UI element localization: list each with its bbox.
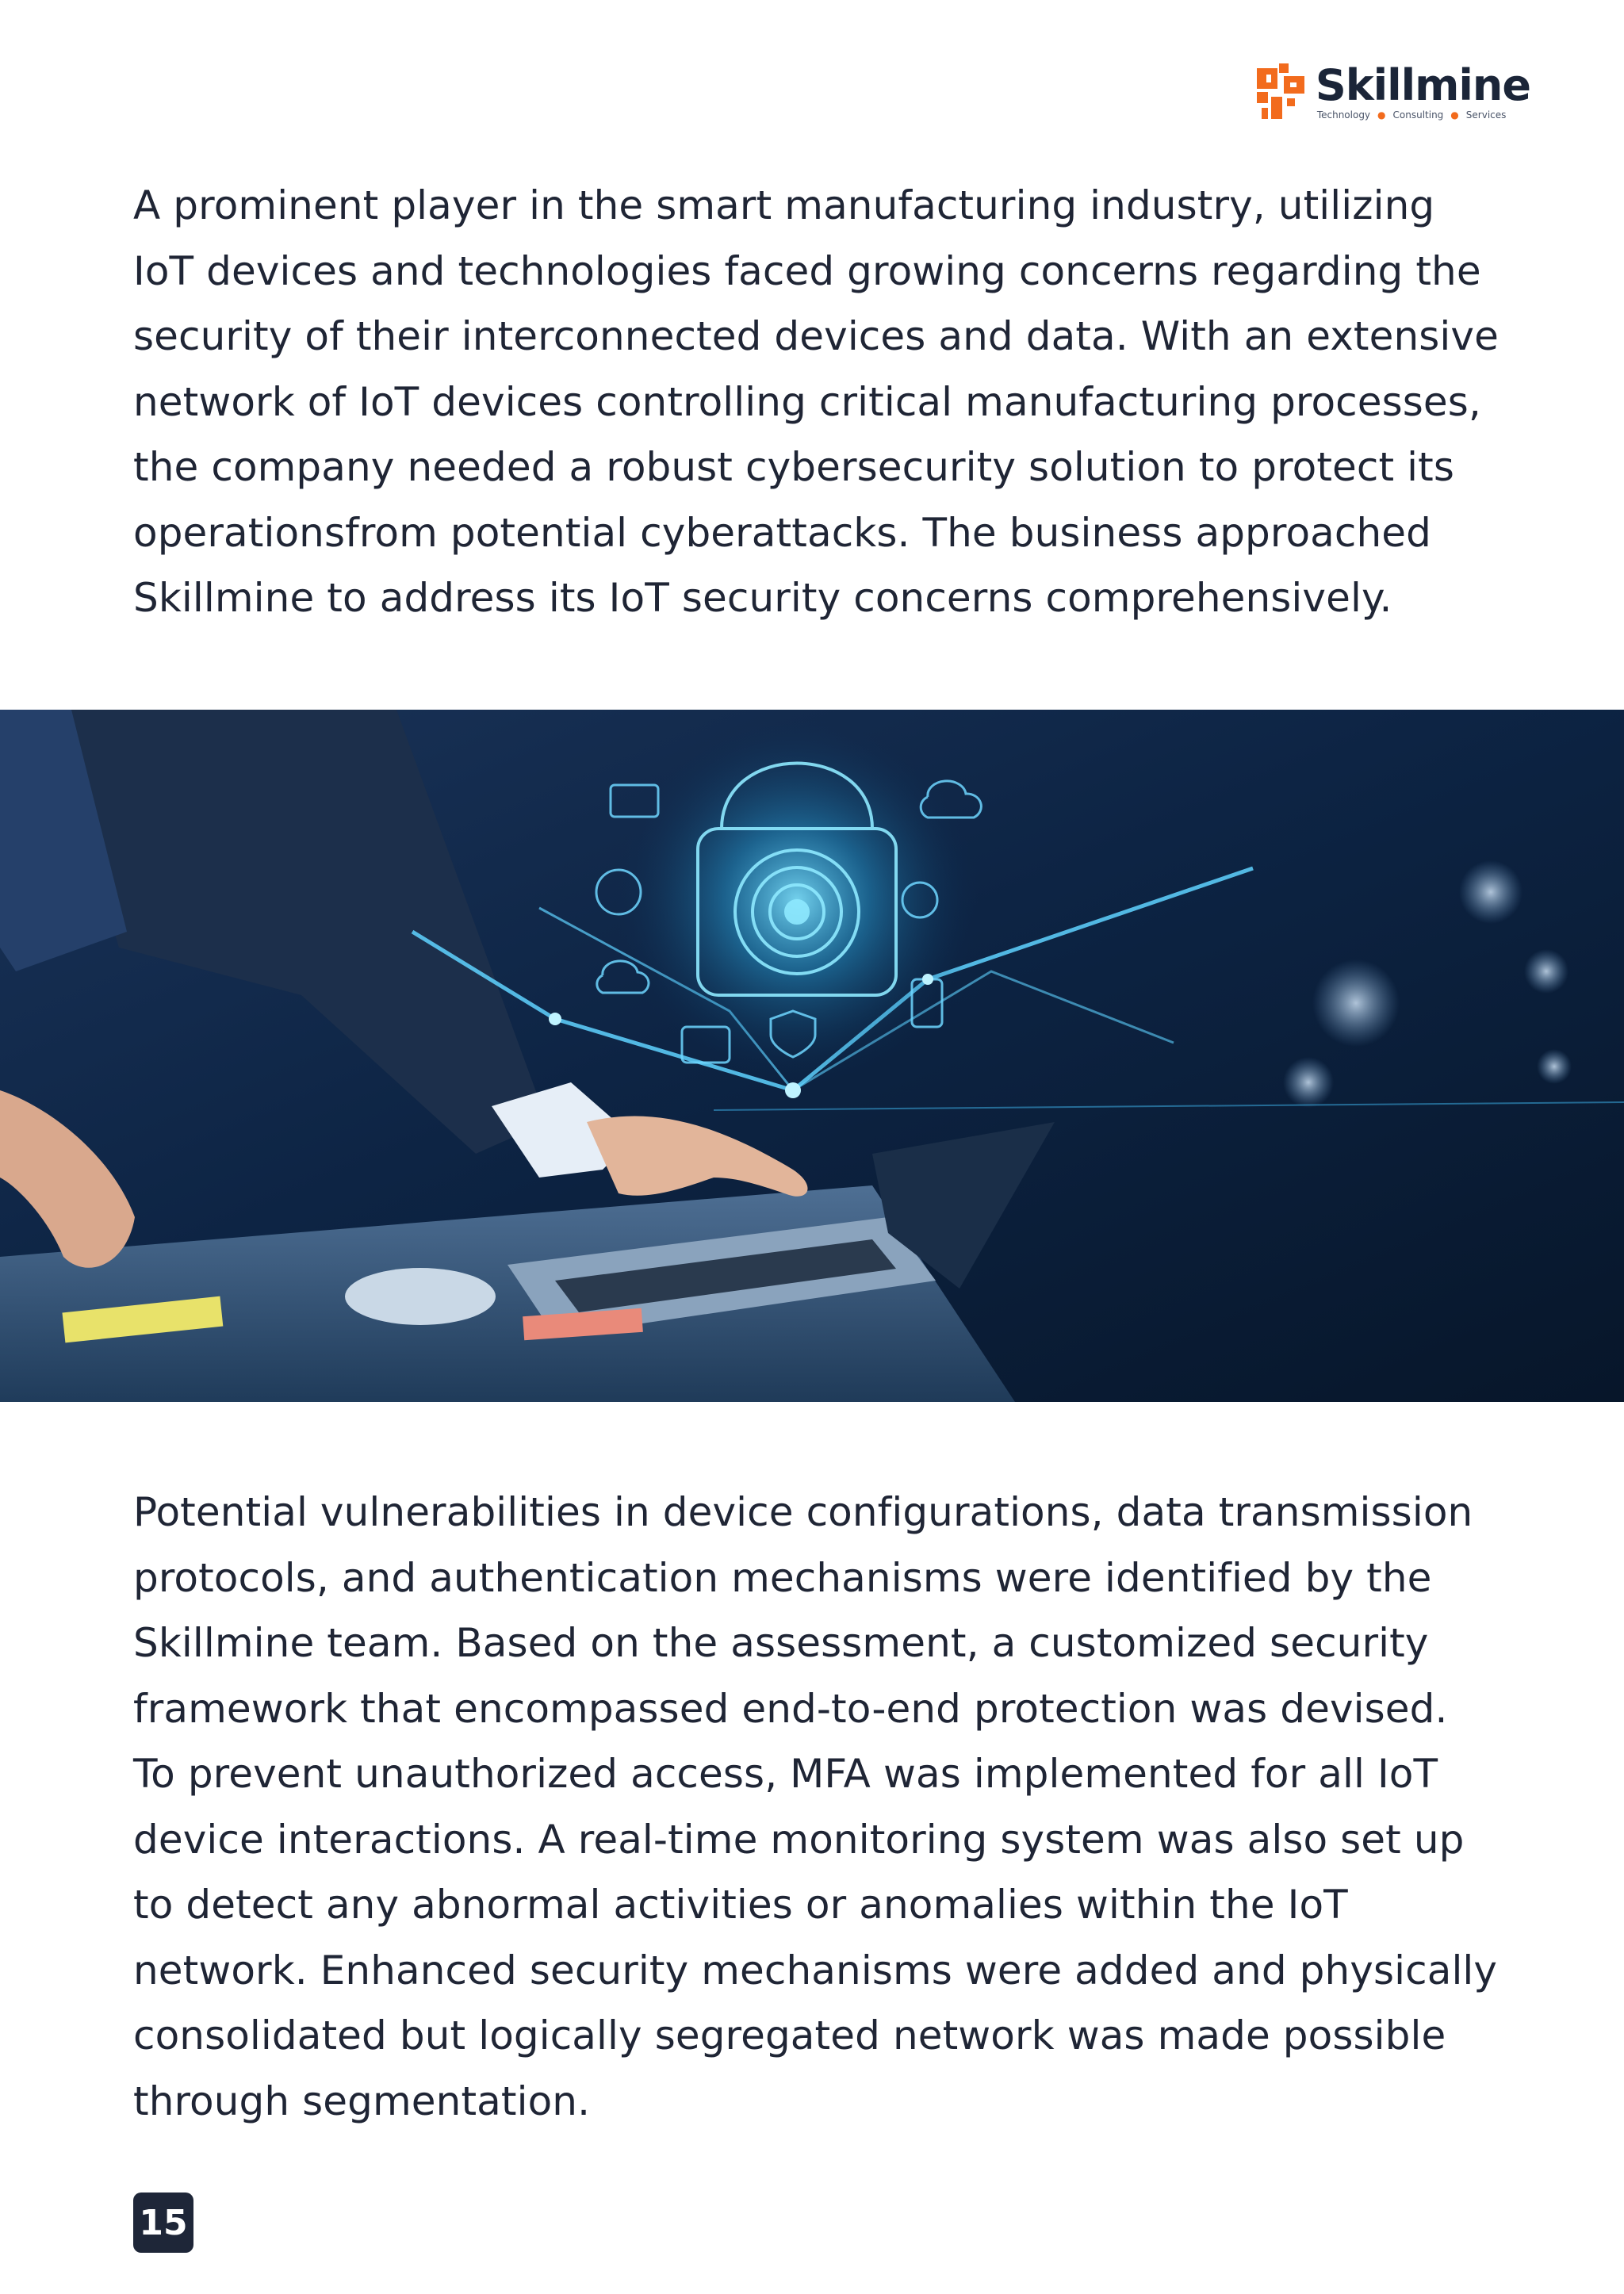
- paragraph-line: operationsfrom potential cyberattacks. The business approached: [133, 509, 1431, 556]
- brand-name: Skillmine: [1315, 60, 1530, 110]
- paragraph-line: Potential vulnerabilities in device configurations, data transmission: [133, 1489, 1473, 1535]
- page-number: 15: [133, 2193, 193, 2253]
- paragraph-line: network of IoT devices controlling critical manufacturing processes,: [133, 378, 1481, 425]
- paragraph-line: IoT devices and technologies faced growing concerns regarding the: [133, 247, 1481, 294]
- skillmine-logo-mark-icon: [1255, 63, 1309, 121]
- paragraph-line: security of their interconnected devices and data. With an extensive: [133, 313, 1499, 359]
- paragraph-line: Skillmine team. Based on the assessment, a customized security: [133, 1620, 1429, 1666]
- paragraph-line: protocols, and authentication mechanisms were identified by the: [133, 1554, 1432, 1601]
- paragraph-line: network. Enhanced security mechanisms were added and physically: [133, 1947, 1498, 1993]
- hero-image-cybersecurity: [0, 710, 1624, 1402]
- tagline-separator-icon: ●: [1377, 109, 1386, 121]
- paragraph-line: Skillmine to address its IoT security concerns comprehensively.: [133, 575, 1392, 621]
- paragraph-line: device interactions. A real-time monitoring system was also set up: [133, 1816, 1465, 1863]
- solution-paragraph: [133, 1480, 1529, 2134]
- tagline-services: Services: [1465, 109, 1507, 121]
- tagline-consulting: Consulting: [1392, 109, 1444, 121]
- skillmine-logo: [1255, 60, 1530, 121]
- paragraph-line: to detect any abnormal activities or anomalies within the IoT: [133, 1882, 1348, 1928]
- paragraph-line: framework that encompassed end-to-end protection was devised.: [133, 1685, 1448, 1732]
- paragraph-line: consolidated but logically segregated network was made possible: [133, 2013, 1446, 2058]
- brand-tagline: [1317, 109, 1530, 121]
- tagline-technology: Technology: [1316, 109, 1371, 121]
- paragraph-line: A prominent player in the smart manufacturing industry, utilizing: [133, 182, 1435, 228]
- intro-paragraph: [133, 173, 1529, 631]
- paragraph-line: through segmentation.: [133, 2078, 591, 2124]
- paragraph-line: the company needed a robust cybersecurity solution to protect its: [133, 444, 1455, 490]
- tagline-separator-icon: ●: [1450, 109, 1459, 121]
- paragraph-line: To prevent unauthorized access, MFA was implemented for all IoT: [133, 1751, 1438, 1797]
